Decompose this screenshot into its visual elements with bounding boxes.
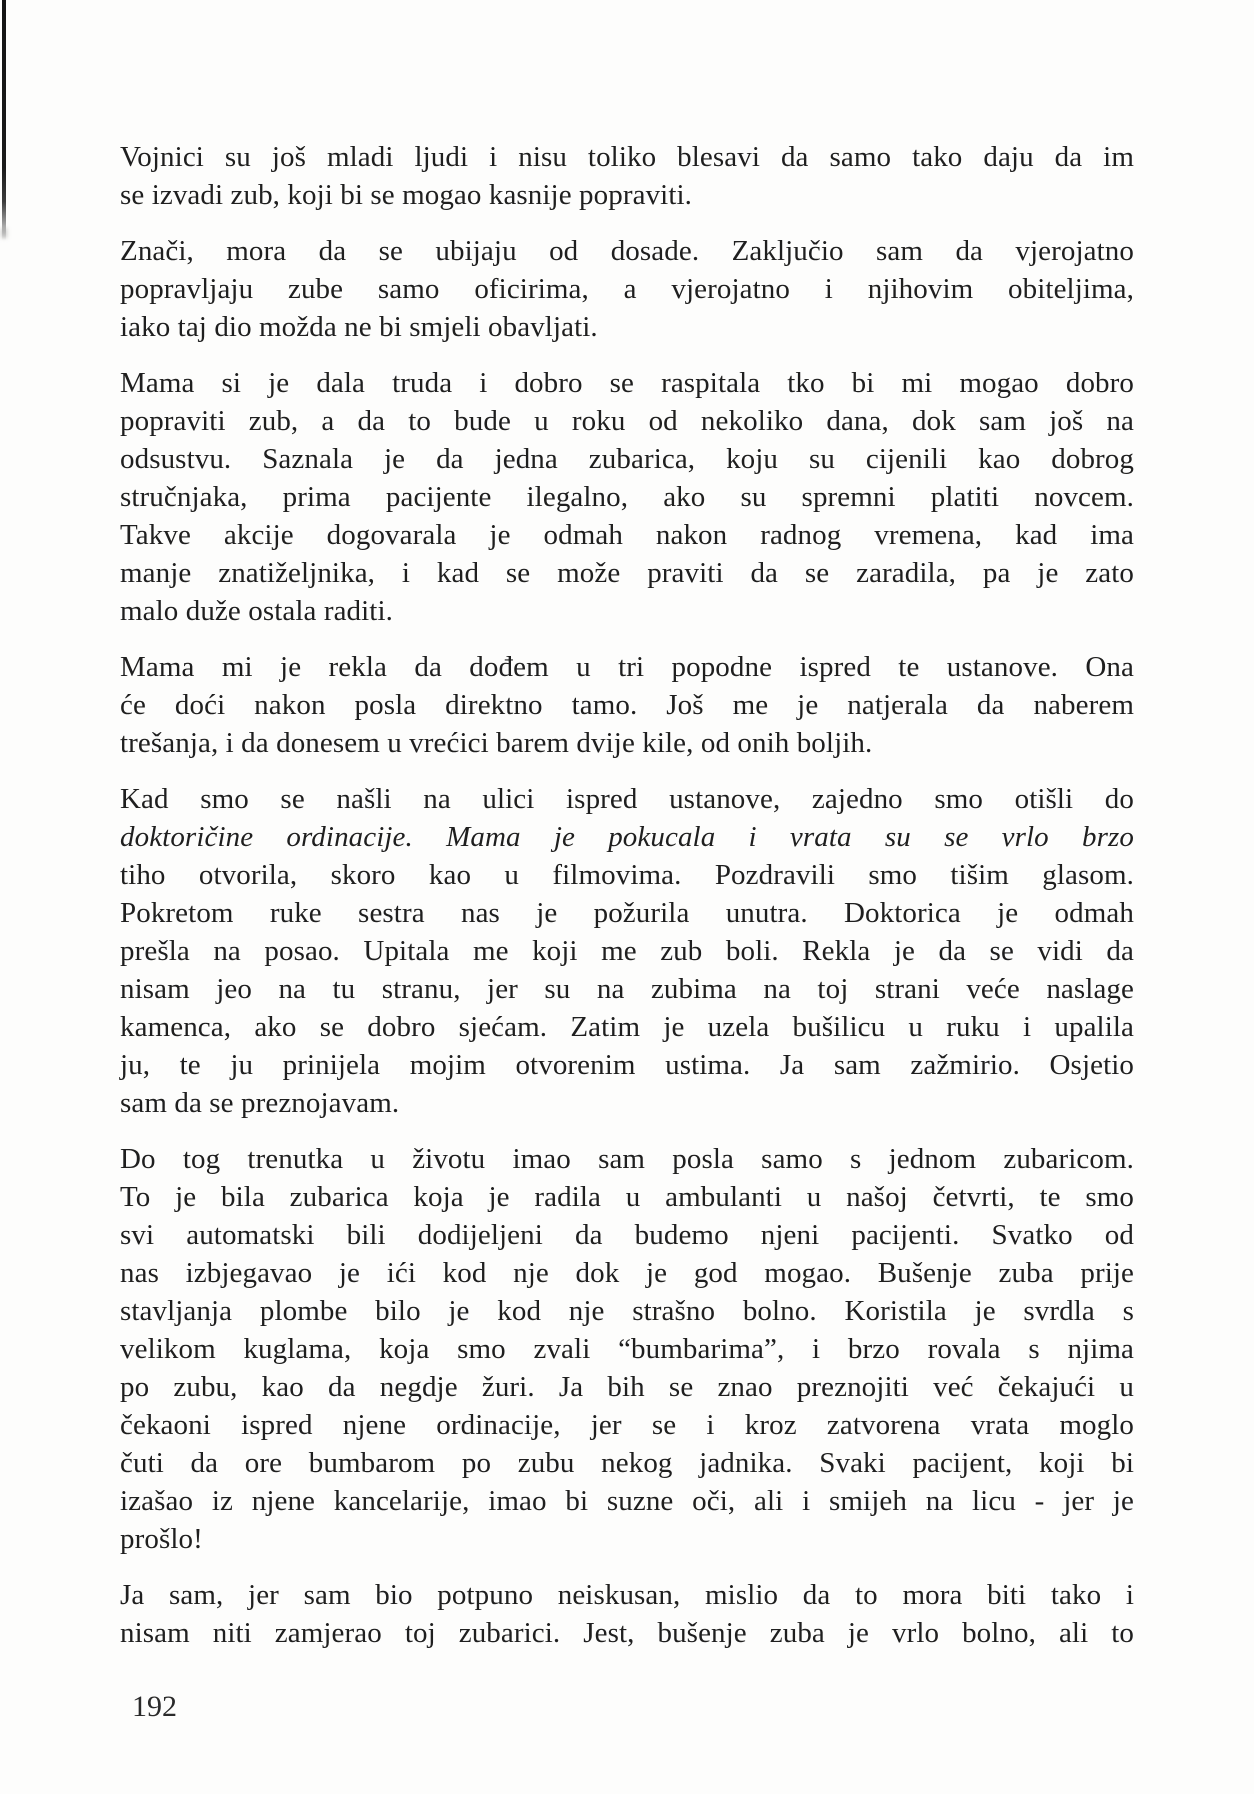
paragraph	[120, 138, 1134, 214]
text-line: ju, te ju prinijela mojim otvorenim ustima. Ja sam zažmirio. Osjetio	[120, 1049, 1134, 1081]
paragraph	[120, 232, 1134, 346]
text-line: Takve akcije dogovarala je odmah nakon radnog vremena, kad ima	[120, 519, 1134, 551]
text-line: kamenca, ako se dobro sjećam. Zatim je uzela bušilicu u ruku i upalila	[120, 1011, 1134, 1043]
paragraph	[120, 780, 1134, 1122]
text-line: Znači, mora da se ubijaju od dosade. Zaključio sam da vjerojatno	[120, 235, 1134, 267]
text-line: se izvadi zub, koji bi se mogao kasnije popraviti.	[120, 179, 692, 211]
paragraph	[120, 364, 1134, 630]
text-line: stručnjaka, prima pacijente ilegalno, ako su spremni platiti novcem.	[120, 481, 1134, 513]
paragraph	[120, 648, 1134, 762]
text-line: malo duže ostala raditi.	[120, 595, 393, 627]
text-line: svi automatski bili dodijeljeni da budemo njeni pacijenti. Svatko od	[120, 1219, 1134, 1251]
text-line: Ja sam, jer sam bio potpuno neiskusan, mislio da to mora biti tako i	[120, 1579, 1134, 1611]
paragraph	[120, 1576, 1134, 1652]
text-line: trešanja, i da donesem u vrećici barem dvije kile, od onih boljih.	[120, 727, 873, 759]
text-line: Pokretom ruke sestra nas je požurila unutra. Doktorica je odmah	[120, 897, 1134, 929]
text-line: Do tog trenutka u životu imao sam posla samo s jednom zubaricom.	[120, 1143, 1134, 1175]
text-line: velikom kuglama, koja smo zvali “bumbarima”, i brzo rovala s njima	[120, 1333, 1134, 1365]
page-text	[120, 138, 1134, 1670]
page-number: 192	[132, 1690, 177, 1723]
text-line: popraviti zub, a da to bude u roku od nekoliko dana, dok sam još na	[120, 405, 1134, 437]
text-line: prošlo!	[120, 1523, 203, 1555]
text-line: stavljanja plombe bilo je kod nje strašno bolno. Koristila je svrdla s	[120, 1295, 1134, 1327]
text-line: Mama si je dala truda i dobro se raspitala tko bi mi mogao dobro	[120, 367, 1134, 399]
text-line: doktoričine ordinacije. Mama je pokucala i vrata su se vrlo brzo	[120, 821, 1134, 853]
text-line: manje znatiželjnika, i kad se može praviti da se zaradila, pa je zato	[120, 557, 1134, 589]
scan-edge-artifact	[2, 0, 6, 240]
text-line: iako taj dio možda ne bi smjeli obavljati.	[120, 311, 598, 343]
paragraph	[120, 1140, 1134, 1558]
text-line: popravljaju zube samo oficirima, a vjerojatno i njihovim obiteljima,	[120, 273, 1134, 305]
text-line: To je bila zubarica koja je radila u ambulanti u našoj četvrti, te smo	[120, 1181, 1134, 1213]
text-line: nas izbjegavao je ići kod nje dok je god mogao. Bušenje zuba prije	[120, 1257, 1134, 1289]
text-line: izašao iz njene kancelarije, imao bi suzne oči, ali i smijeh na licu - jer je	[120, 1485, 1134, 1517]
text-line: odsustvu. Saznala je da jedna zubarica, koju su cijenili kao dobrog	[120, 443, 1134, 475]
text-line: Vojnici su još mladi ljudi i nisu toliko blesavi da samo tako daju da im	[120, 141, 1134, 173]
text-line: Kad smo se našli na ulici ispred ustanove, zajedno smo otišli do	[120, 783, 1134, 815]
text-line: nisam jeo na tu stranu, jer su na zubima na toj strani veće naslage	[120, 973, 1134, 1005]
text-line: Mama mi je rekla da dođem u tri popodne ispred te ustanove. Ona	[120, 651, 1134, 683]
text-line: čekaoni ispred njene ordinacije, jer se i kroz zatvorena vrata moglo	[120, 1409, 1134, 1441]
text-line: će doći nakon posla direktno tamo. Još me je natjerala da naberem	[120, 689, 1134, 721]
text-line: tiho otvorila, skoro kao u filmovima. Pozdravili smo tišim glasom.	[120, 859, 1134, 891]
text-line: prešla na posao. Upitala me koji me zub boli. Rekla je da se vidi da	[120, 935, 1134, 967]
text-line: po zubu, kao da negdje žuri. Ja bih se znao preznojiti već čekajući u	[120, 1371, 1134, 1403]
text-line: sam da se preznojavam.	[120, 1087, 400, 1119]
text-line: čuti da ore bumbarom po zubu nekog jadnika. Svaki pacijent, koji bi	[120, 1447, 1134, 1479]
text-line: nisam niti zamjerao toj zubarici. Jest, bušenje zuba je vrlo bolno, ali to	[120, 1617, 1134, 1649]
